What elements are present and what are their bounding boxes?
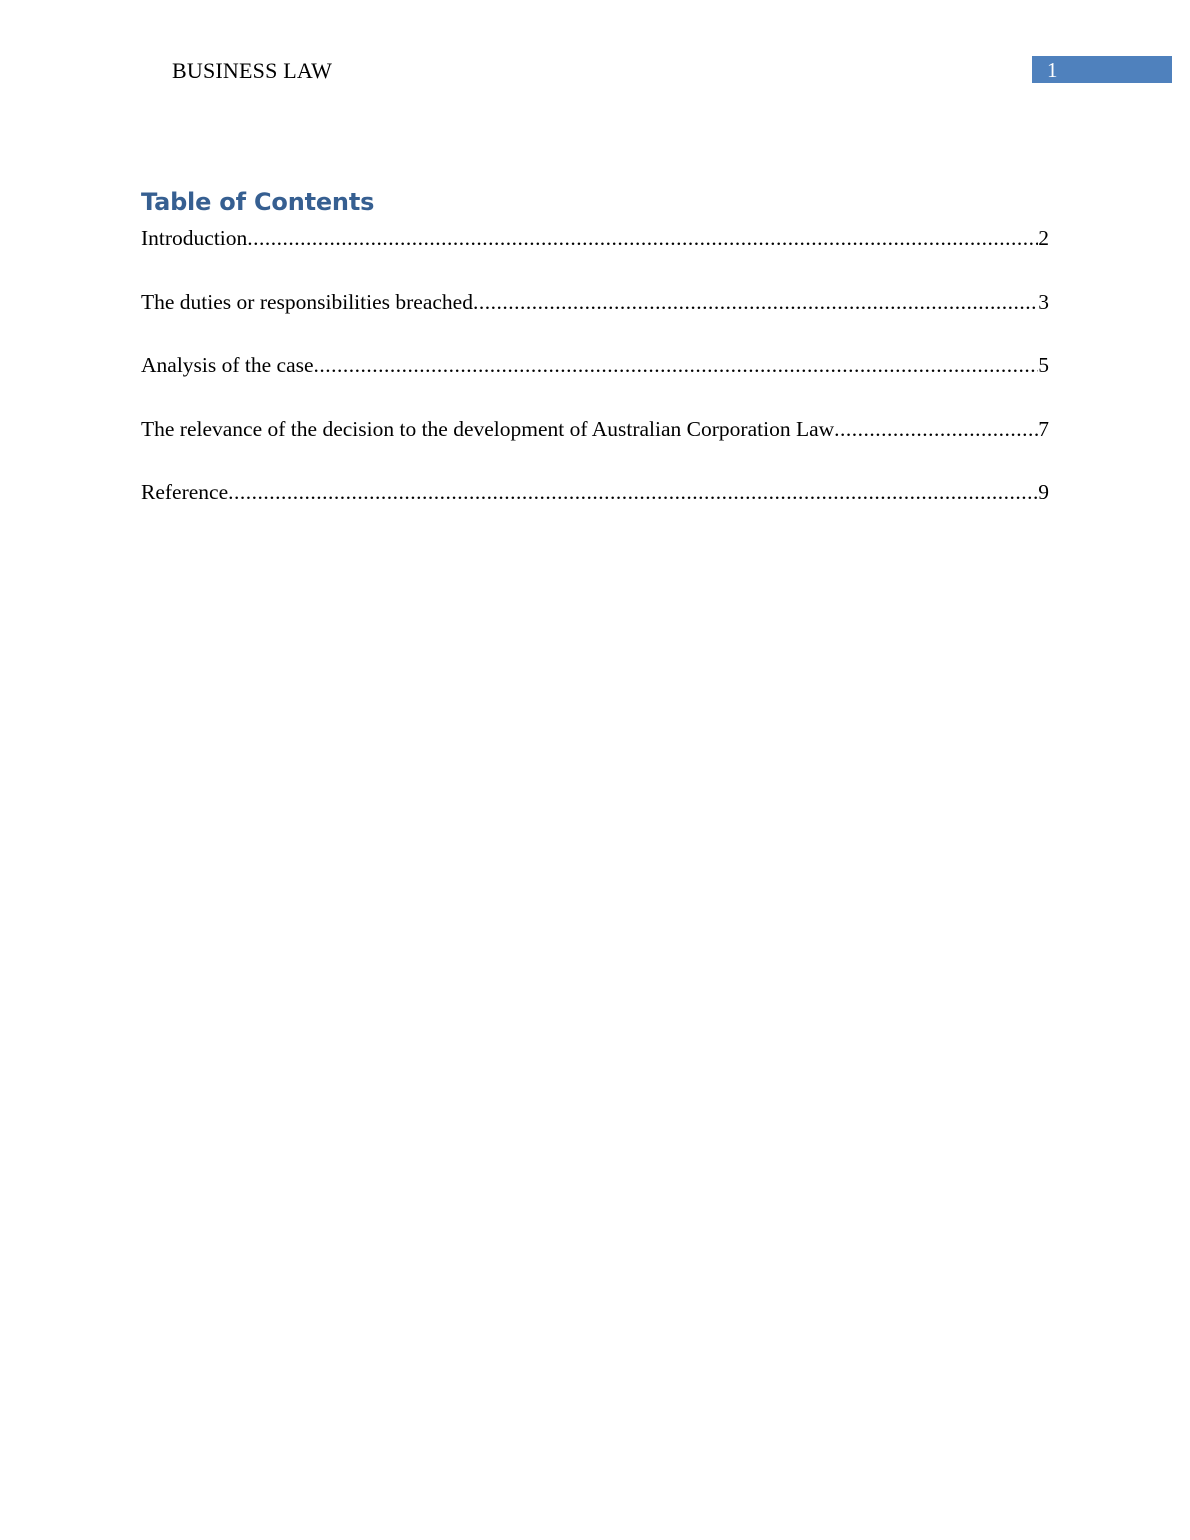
toc-entry-label: The duties or responsibilities breached <box>141 289 473 314</box>
toc-dot-leader <box>314 351 1039 379</box>
toc-entry-analysis[interactable] <box>141 351 1049 415</box>
toc-entry-page: 5 <box>1038 353 1049 377</box>
toc-entry-label: The relevance of the decision to the development of Australian Corporation Law <box>141 416 835 441</box>
toc-entry-introduction[interactable] <box>141 224 1049 288</box>
toc-entry-duties-breached[interactable] <box>141 288 1049 352</box>
toc-entry-label: Reference <box>141 480 229 504</box>
toc-dot-leader <box>247 224 1038 252</box>
toc-entry-reference[interactable] <box>141 478 1049 542</box>
page-number-badge <box>1032 56 1172 83</box>
toc-dot-leader <box>473 288 1038 316</box>
toc-list <box>141 224 1049 542</box>
page-number: 1 <box>1047 58 1058 82</box>
toc-dot-leader <box>228 478 1038 506</box>
toc-heading: Table of Contents <box>141 188 375 216</box>
toc-entry-page: 7 <box>1038 416 1049 441</box>
toc-entry-page: 3 <box>1038 289 1049 314</box>
toc-entry-relevance[interactable] <box>141 415 1049 479</box>
toc-entry-page: 2 <box>1038 226 1049 250</box>
toc-entry-label: Introduction <box>141 226 248 250</box>
header-title: BUSINESS LAW <box>172 58 333 83</box>
toc-dot-leader <box>834 415 1038 443</box>
toc-entry-page: 9 <box>1038 480 1049 504</box>
toc-entry-label: Analysis of the case <box>141 353 314 377</box>
